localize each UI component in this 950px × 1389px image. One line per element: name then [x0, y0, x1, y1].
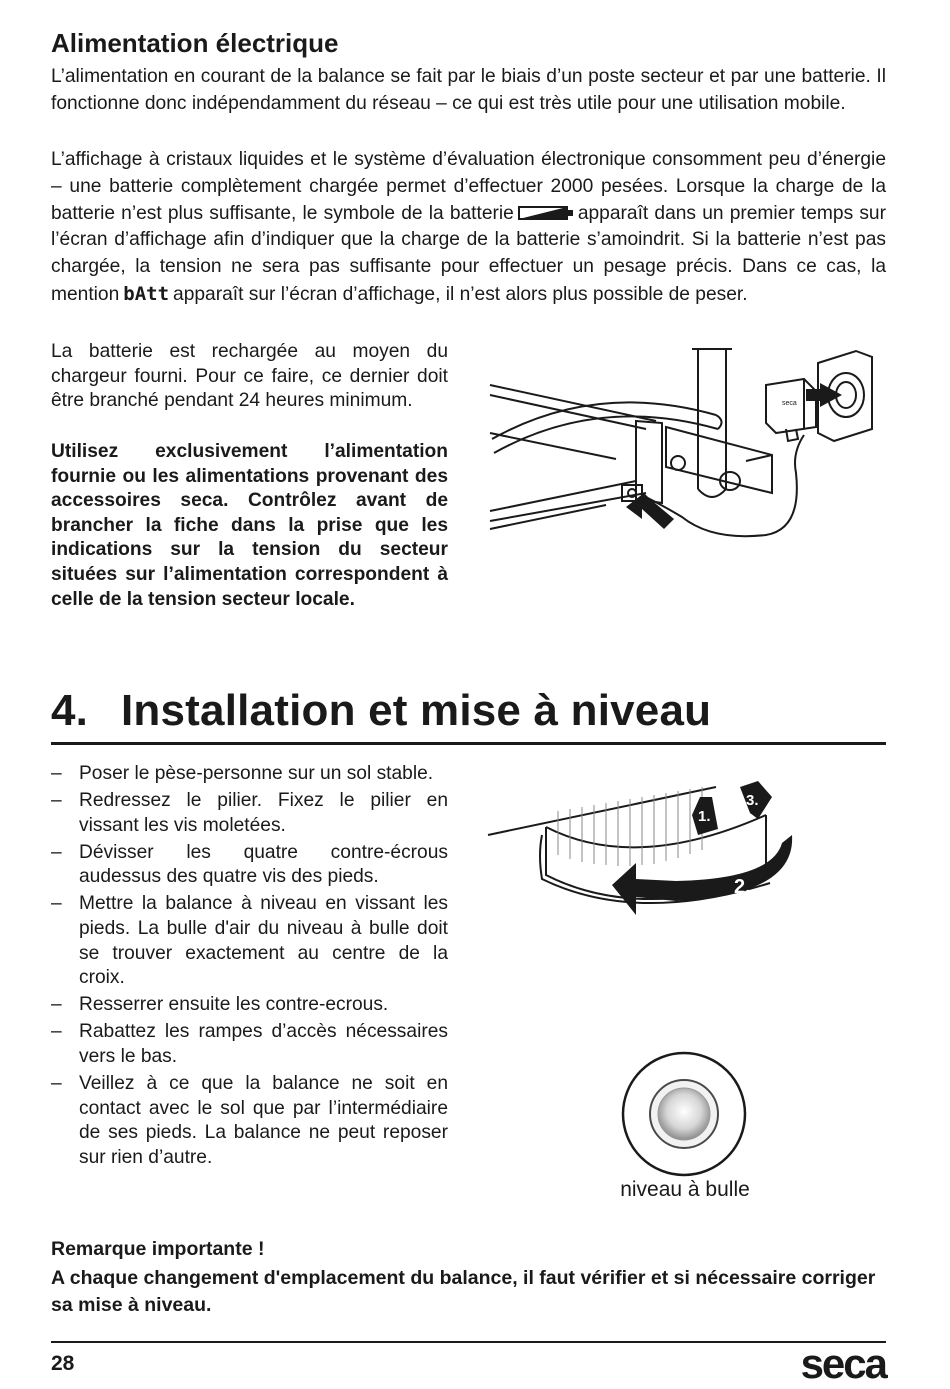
- batt-display-text: bAtt: [123, 282, 170, 305]
- step-label-1: 1.: [698, 808, 711, 825]
- list-dash: –: [51, 893, 62, 915]
- paragraph-battery: [51, 147, 886, 309]
- paragraph-battery-part-c: apparaît sur l’écran d’affichage, il n’est alors plus possible de peser.: [173, 283, 748, 305]
- list-dash: –: [51, 790, 62, 812]
- footer-rule: [51, 1341, 886, 1343]
- step-label-2: 2.: [734, 876, 751, 898]
- chapter-title-text: Installation et mise à niveau: [121, 686, 712, 735]
- battery-low-icon: [518, 202, 574, 216]
- page-number: 28: [51, 1352, 75, 1375]
- list-dash: –: [51, 841, 62, 863]
- list-item: [51, 892, 448, 990]
- chapter-number: 4.: [51, 686, 89, 735]
- step-label-3: 3.: [746, 792, 759, 809]
- list-item-text: Dévisser les quatre contre-écrous audessus des quatre vis des pieds.: [79, 841, 448, 888]
- list-item: [51, 993, 448, 1018]
- paragraph-charging: La batterie est rechargée au moyen du chargeur fourni. Pour ce faire, ce dernier doit être branché pendant 24 heures minimum.: [51, 341, 448, 412]
- list-item-text: Poser le pèse-personne sur un sol stable.: [79, 763, 434, 784]
- paragraph-battery-part-b: apparaît dans un premier temps sur l’écran d’affichage afin d’indiquer que la charge de la batterie s’amoindrit. Si la batterie n’est pas chargée, la tension ne sera pas suffisante pour effectuer un pesage précis. Dans ce cas, la mention: [51, 202, 886, 305]
- section-heading: Alimentation électrique: [51, 28, 339, 58]
- list-item-text: Resserrer ensuite les contre-ecrous.: [79, 994, 389, 1016]
- list-item-text: Rabattez les rampes d’accès nécessaires vers le bas.: [79, 1021, 448, 1068]
- list-item-text: Mettre la balance à niveau en vissant les pieds. La bulle d'air du niveau à bulle doit se trouver exactement au centre de la croix.: [79, 893, 448, 989]
- charger-illustration: [486, 343, 886, 553]
- list-item-text: Veillez à ce que la balance ne soit en contact avec le sol que par l’intermédiaire de ses pieds. La balance ne peut reposer sur rien d’autre.: [79, 1073, 448, 1168]
- seca-logo: [792, 1340, 888, 1389]
- chapter-rule: [51, 742, 886, 745]
- list-item: [51, 789, 448, 838]
- seca-logo-text: seca: [800, 1340, 886, 1384]
- list-dash: –: [51, 1073, 62, 1095]
- warning-text: Utilisez exclusivement l’alimentation fournie ou les alimentations provenant des accessoires seca. Contrôlez avant de brancher la fiche dans la prise que les indications sur la tension du secteur situées sur l’alimentation correspondent à celle de la tension secteur locale.: [51, 441, 448, 610]
- installation-steps-list: [51, 762, 448, 1173]
- note-title: Remarque importante !: [51, 1238, 265, 1260]
- paragraph-power-supply: L’alimentation en courant de la balance se fait par le biais d’un poste secteur et par une batterie. Il fonctionne donc indépendamment du réseau – ce qui est très utile pour une utilisation mobile.: [51, 66, 886, 114]
- list-item: [51, 841, 448, 890]
- chapter-title: [51, 686, 711, 736]
- adapter-logo-text: seca: [782, 400, 797, 407]
- list-item: [51, 1020, 448, 1069]
- list-item: [51, 1072, 448, 1170]
- list-dash: –: [51, 1021, 62, 1043]
- list-item: [51, 762, 448, 787]
- paragraph-battery-part-a: L’affichage à cristaux liquides et le système d’évaluation électronique consomment peu d’énergie – une batterie complètement chargée permet d’effectuer 2000 pesées. Lorsque la charge de la batterie n’est plus suffisante, le symbole de la batterie: [51, 149, 886, 224]
- foot-adjust-illustration: [486, 775, 806, 935]
- list-dash: –: [51, 763, 62, 784]
- bubble-level-caption: niveau à bulle: [620, 1178, 750, 1201]
- list-item-text: Redressez le pilier. Fixez le pilier en vissant les vis moletées.: [79, 790, 448, 836]
- bubble-level-icon: [618, 1048, 750, 1185]
- list-dash: –: [51, 994, 62, 1016]
- note-body: A chaque changement d'emplacement du balance, il faut vérifier et si nécessaire corriger sa mise à niveau.: [51, 1267, 876, 1316]
